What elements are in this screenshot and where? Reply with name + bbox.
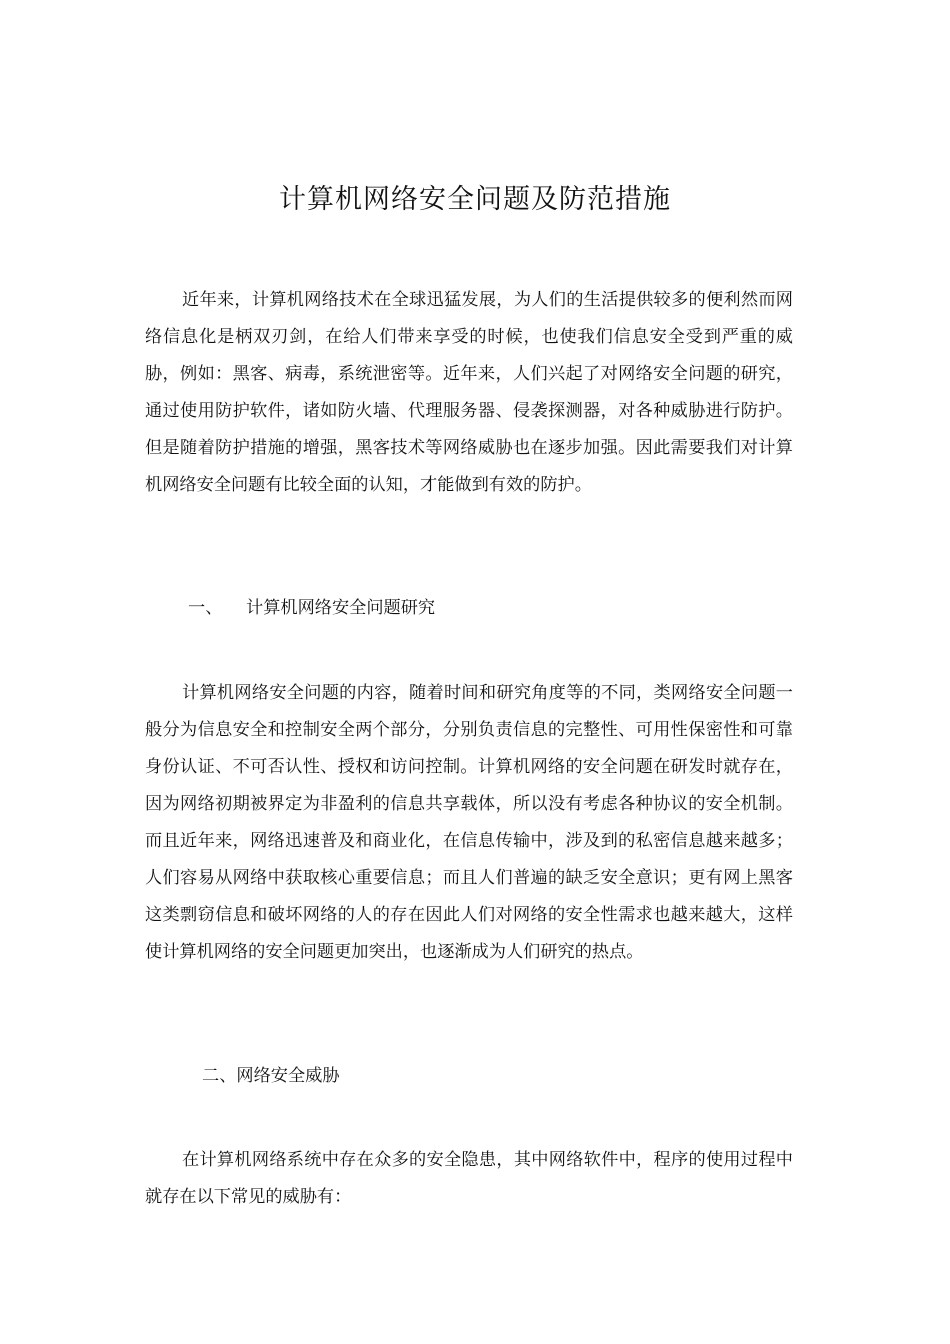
section-2-heading bbox=[202, 1058, 340, 1095]
section-1-number: 一、 bbox=[188, 598, 223, 618]
section-2-title: 网络安全威胁 bbox=[236, 1066, 340, 1086]
section-2-number: 二、 bbox=[202, 1066, 237, 1086]
intro-paragraph: 近年来，计算机网络技术在全球迅猛发展，为人们的生活提供较多的便利然而网络信息化是柄双刃剑，在给人们带来享受的时候，也使我们信息安全受到严重的威胁，例如：黑客、病毒，系统泄密等。近年来，人们兴起了对网络安全问题的研究，通过使用防护软件，诸如防火墙、代理服务器、侵袭探测器，对各种威胁进行防护。但是随着防护措施的增强，黑客技术等网络威胁也在逐步加强。因此需要我们对计算机网络安全问题有比较全面的认知，才能做到有效的防护。 bbox=[145, 290, 793, 495]
document-title: 计算机网络安全问题及防范措施 bbox=[279, 184, 671, 215]
section-2-paragraph: 在计算机网络系统中存在众多的安全隐患，其中网络软件中，程序的使用过程中就存在以下常见的威胁有： bbox=[145, 1150, 793, 1207]
section-1-paragraph: 计算机网络安全问题的内容，随着时间和研究角度等的不同，类网络安全问题一般分为信息安全和控制安全两个部分，分别负责信息的完整性、可用性保密性和可靠身份认证、不可否认性、授权和访问控制。计算机网络的安全问题在研发时就存在，因为网络初期被界定为非盈利的信息共享载体，所以没有考虑各种协议的安全机制。而且近年来，网络迅速普及和商业化，在信息传输中，涉及到的私密信息越来越多；人们容易从网络中获取核心重要信息；而且人们普遍的缺乏安全意识；更有网上黑客这类剽窃信息和破坏网络的人的存在因此人们对网络的安全性需求也越来越大，这样使计算机网络的安全问题更加突出，也逐渐成为人们研究的热点。 bbox=[145, 683, 793, 962]
section-1-heading bbox=[188, 590, 435, 627]
section-1-title: 计算机网络安全问题研究 bbox=[246, 598, 436, 618]
